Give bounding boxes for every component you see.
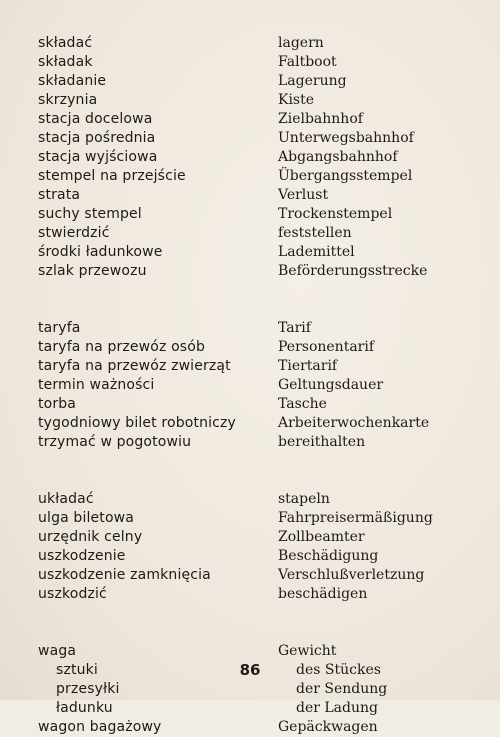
entry-de: beschädigen: [278, 586, 368, 602]
entry-de: Tiertarif: [278, 358, 338, 374]
entry-de: Arbeiterwochenkarte: [278, 415, 430, 431]
entry-pl: urzędnik celny: [38, 529, 143, 545]
entry-de: bereithalten: [278, 434, 366, 450]
entry-pl: wagon bagażowy: [38, 719, 162, 735]
entry-de: Geltungsdauer: [278, 377, 384, 393]
entry-pl: termin ważności: [38, 377, 155, 393]
entry-de: Trockenstempel: [278, 206, 393, 222]
german-column: [278, 34, 488, 737]
entry-pl: szlak przewozu: [38, 263, 147, 279]
entry-pl: stacja wyjściowa: [38, 149, 158, 165]
entry-de: Beförderungsstrecke: [278, 263, 428, 279]
entry-de: Tarif: [278, 320, 311, 336]
entry-de: Gepäckwagen: [278, 719, 378, 735]
entry-pl: taryfa: [38, 320, 81, 336]
entry-pl-indented: sztuki: [56, 662, 98, 678]
entry-pl: waga: [38, 643, 77, 659]
entry-pl: składać: [38, 35, 93, 51]
entry-pl: środki ładunkowe: [38, 244, 163, 260]
entry-de: Tasche: [278, 396, 327, 412]
entry-pl: układać: [38, 491, 94, 507]
entry-de: Übergangsstempel: [278, 168, 413, 184]
entry-pl: stacja docelowa: [38, 111, 153, 127]
entry-de: Unterwegsbahnhof: [278, 130, 414, 146]
entry-de: Kiste: [278, 92, 315, 108]
entry-de-indented: der Ladung: [296, 700, 378, 716]
entry-de-indented: des Stückes: [296, 662, 381, 678]
entry-pl: taryfa na przewóz zwierząt: [38, 358, 231, 374]
entry-de: Abgangsbahnhof: [278, 149, 398, 165]
polish-column: [38, 34, 278, 737]
entry-de: Gewicht: [278, 643, 337, 659]
entry-de: Beschädigung: [278, 548, 379, 564]
entry-de: Verschlußverletzung: [278, 567, 425, 583]
entry-pl: uszkodzić: [38, 586, 107, 602]
entry-pl: ulga biletowa: [38, 510, 134, 526]
entry-pl-indented: przesyłki: [56, 681, 120, 697]
entry-pl: trzymać w pogotowiu: [38, 434, 192, 450]
section-gap: [38, 281, 278, 319]
entry-de: Verlust: [278, 187, 329, 203]
entry-de: Zollbeamter: [278, 529, 365, 545]
section-gap: [278, 604, 488, 642]
section-gap: [38, 604, 278, 642]
entry-de: Faltboot: [278, 54, 337, 70]
entry-de: feststellen: [278, 225, 352, 241]
section-gap: [278, 452, 488, 490]
entry-de: Fahrpreisermäßigung: [278, 510, 433, 526]
entry-pl: składanie: [38, 73, 107, 89]
entry-pl: uszkodzenie: [38, 548, 126, 564]
entry-de: Zielbahnhof: [278, 111, 363, 127]
entry-pl: tygodniowy bilet robotniczy: [38, 415, 236, 431]
entry-de-indented: der Sendung: [296, 681, 388, 697]
entry-pl: taryfa na przewóz osób: [38, 339, 206, 355]
entry-pl: strata: [38, 187, 81, 203]
section-gap: [278, 281, 488, 319]
entry-pl: skrzynia: [38, 92, 98, 108]
entry-pl: składak: [38, 54, 93, 70]
entry-pl: stempel na przejście: [38, 168, 186, 184]
entry-de: lagern: [278, 35, 324, 51]
entry-pl: stacja pośrednia: [38, 130, 156, 146]
entry-pl: suchy stempel: [38, 206, 142, 222]
entry-de: stapeln: [278, 491, 330, 507]
page-number: 86: [239, 661, 261, 679]
entry-de: Lagerung: [278, 73, 347, 89]
section-gap: [38, 452, 278, 490]
entry-de: Lademittel: [278, 244, 355, 260]
entry-pl-indented: ładunku: [56, 700, 113, 716]
entry-pl: uszkodzenie zamknięcia: [38, 567, 211, 583]
entry-pl: stwierdzić: [38, 225, 110, 241]
entry-de: Personentarif: [278, 339, 375, 355]
entry-pl: torba: [38, 396, 77, 412]
